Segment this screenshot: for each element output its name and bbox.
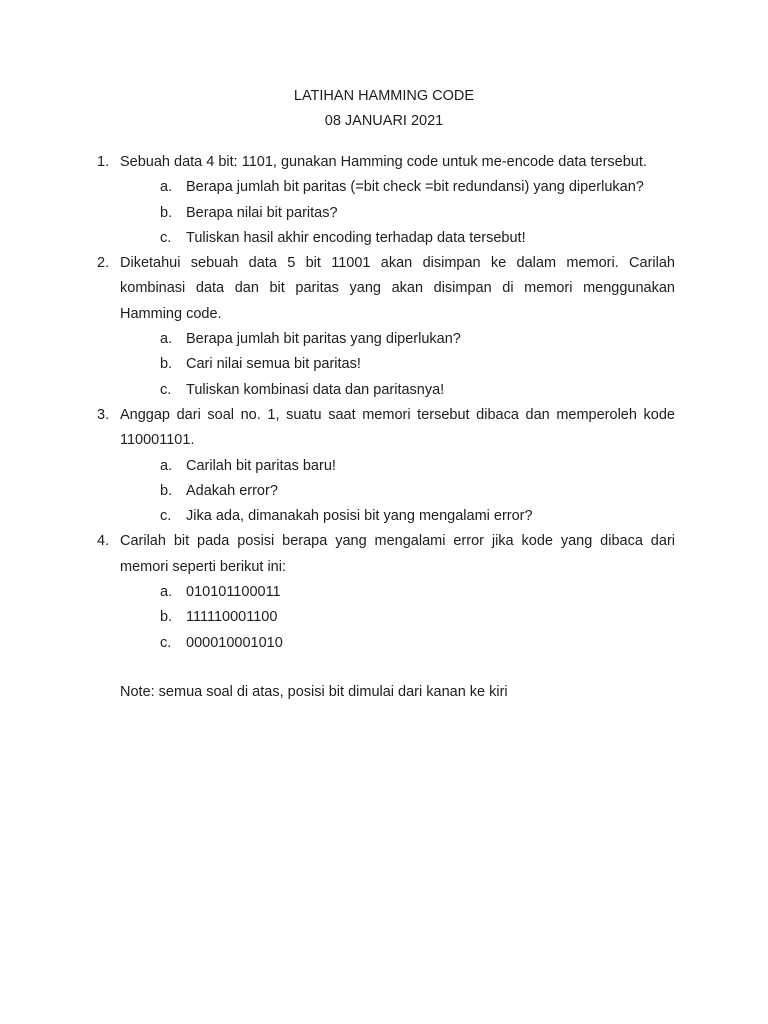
sub-question-item: [120, 378, 675, 403]
sub-question-letter: a.: [160, 584, 173, 601]
sub-question-letter: c.: [160, 229, 172, 246]
sub-question-item: [120, 504, 675, 529]
sub-question-item: [120, 352, 675, 377]
question-text: Carilah bit pada posisi berapa yang mengalami error jika kode yang dibaca dari memori seperti berikut ini:: [120, 533, 675, 575]
sub-question-letter: b.: [160, 609, 173, 626]
question-number: 4.: [97, 533, 110, 550]
sub-question-item: [120, 580, 675, 605]
sub-question-item: [120, 327, 675, 352]
question-text: Anggap dari soal no. 1, suatu saat memori tersebut dibaca dan memperoleh kode 110001101.: [120, 406, 675, 449]
sub-question-text: 010101100011: [186, 584, 281, 601]
sub-question-list: [120, 327, 675, 403]
sub-question-item: [120, 454, 675, 479]
question-item: [97, 403, 675, 529]
question-text: Diketahui sebuah data 5 bit 11001 akan disimpan ke dalam memori. Carilah kombinasi data dan bit paritas yang akan disimpan di memori menggunakan Hamming code.: [120, 255, 675, 322]
sub-question-list: [120, 580, 675, 656]
sub-question-letter: b.: [160, 482, 173, 499]
question-list: [97, 150, 675, 656]
document-date: 08 JANUARI 2021: [324, 113, 444, 129]
sub-question-text: Berapa nilai bit paritas?: [186, 204, 338, 221]
sub-question-text: Tuliskan kombinasi data dan paritasnya!: [186, 381, 445, 398]
sub-question-letter: a.: [160, 331, 173, 348]
sub-question-text: 000010001010: [186, 634, 283, 651]
question-text: Sebuah data 4 bit: 1101, gunakan Hamming code untuk me-encode data tersebut.: [120, 154, 647, 170]
sub-question-item: [120, 631, 675, 656]
sub-question-item: [120, 175, 675, 200]
sub-question-letter: c.: [160, 381, 172, 398]
sub-question-letter: b.: [160, 204, 173, 221]
document-title: LATIHAN HAMMING CODE: [293, 88, 475, 104]
question-number: 2.: [97, 255, 110, 272]
sub-question-text: Cari nilai semua bit paritas!: [186, 356, 361, 373]
sub-question-list: [120, 454, 675, 530]
sub-question-letter: a.: [160, 457, 173, 474]
sub-question-item: [120, 201, 675, 226]
sub-question-item: [120, 226, 675, 251]
sub-question-list: [120, 175, 675, 251]
sub-question-letter: c.: [160, 634, 172, 651]
sub-question-text: Adakah error?: [186, 482, 278, 499]
sub-question-text: Berapa jumlah bit paritas yang diperlukan?: [186, 331, 461, 348]
sub-question-text: Tuliskan hasil akhir encoding terhadap data tersebut!: [186, 229, 526, 246]
question-item: [97, 251, 675, 403]
sub-question-letter: c.: [160, 508, 172, 525]
sub-question-text: Carilah bit paritas baru!: [186, 457, 336, 474]
question-item: [97, 150, 675, 251]
sub-question-item: [120, 479, 675, 504]
sub-question-text: Jika ada, dimanakah posisi bit yang mengalami error?: [186, 508, 533, 525]
sub-question-letter: b.: [160, 356, 173, 373]
question-item: [97, 529, 675, 655]
question-number: 1.: [97, 154, 110, 170]
sub-question-letter: a.: [160, 179, 173, 196]
sub-question-item: [120, 605, 675, 630]
question-number: 3.: [97, 406, 110, 423]
sub-question-text: 111110001100: [186, 609, 278, 626]
sub-question-text: Berapa jumlah bit paritas (=bit check =bit redundansi) yang diperlukan?: [186, 179, 644, 196]
footnote: Note: semua soal di atas, posisi bit dimulai dari kanan ke kiri: [120, 684, 508, 700]
